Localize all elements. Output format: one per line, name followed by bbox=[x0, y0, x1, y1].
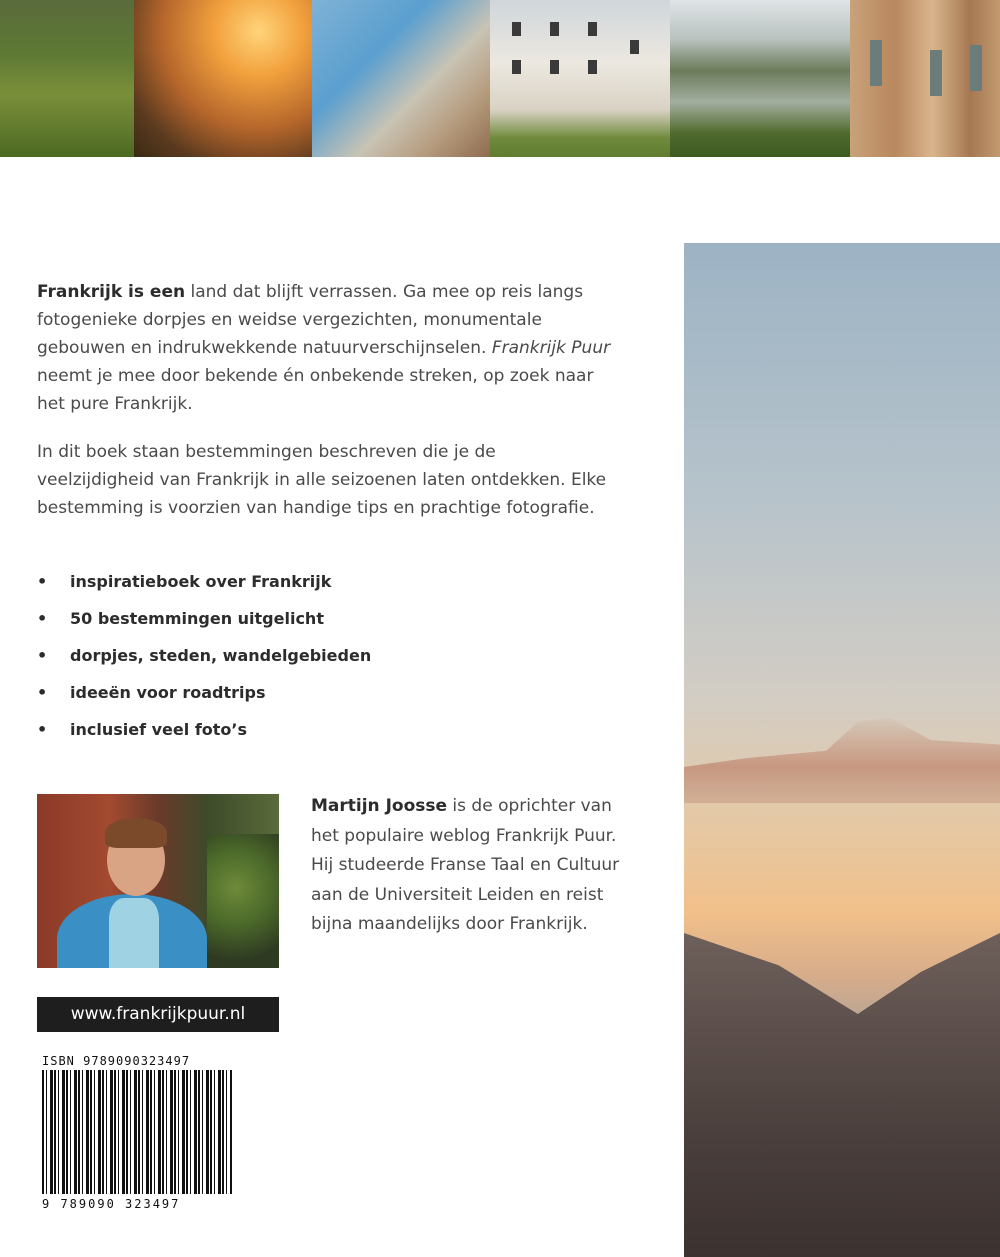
feature-list bbox=[37, 570, 371, 755]
intro-lead-bold: Frankrijk is een bbox=[37, 282, 186, 302]
isbn-label: ISBN 9789090323497 bbox=[42, 1054, 191, 1068]
author-name: Martijn Joosse bbox=[311, 796, 448, 816]
list-item: • 50 bestemmingen uitgelicht bbox=[37, 607, 371, 644]
author-bio bbox=[311, 792, 641, 940]
description-paragraph: In dit boek staan bestemmingen beschreven die je de veelzijdigheid van Frankrijk in alle seizoenen laten ontdekken. Elke bestemming is voorzien van handige tips en prachtige fotografie. bbox=[37, 442, 607, 518]
photo-village-facade bbox=[850, 0, 1000, 157]
intro-lead-text: land dat blijft verrassen. Ga mee op reis langs fotogenieke dorpjes en weidse vergezichten, monumentale gebouwen en indrukwekkende natuurverschijnselen. bbox=[37, 282, 584, 358]
website-link[interactable]: www.frankrijkpuur.nl bbox=[37, 997, 279, 1032]
photo-green-hills bbox=[0, 0, 134, 157]
list-item: • dorpjes, steden, wandelgebieden bbox=[37, 644, 371, 681]
list-item: • ideeën voor roadtrips bbox=[37, 681, 371, 718]
photo-chateau bbox=[490, 0, 670, 157]
photo-strip bbox=[0, 0, 1000, 157]
book-title: Frankrijk Puur bbox=[491, 338, 611, 358]
author-photo bbox=[37, 794, 279, 968]
barcode-icon bbox=[42, 1070, 232, 1194]
photo-mountain-sunrise bbox=[684, 243, 1000, 1257]
intro-paragraph bbox=[37, 278, 617, 418]
photo-coast-sunset bbox=[134, 0, 312, 157]
list-item: • inspiratieboek over Frankrijk bbox=[37, 570, 371, 607]
author-bio-text: is de oprichter van het populaire weblog Frankrijk Puur. Hij studeerde Franse Taal en Cultuur aan de Universiteit Leiden en reist bijna maandelijks door Frankrijk. bbox=[311, 796, 620, 934]
intro-lead-tail: neemt je mee door bekende én onbekende streken, op zoek naar het pure Frankrijk. bbox=[37, 366, 594, 414]
list-item: • inclusief veel foto’s bbox=[37, 718, 371, 755]
photo-mountain-lake bbox=[670, 0, 850, 157]
photo-nice-promenade bbox=[312, 0, 490, 157]
barcode-digits: 9 789090 323497 bbox=[42, 1197, 181, 1211]
